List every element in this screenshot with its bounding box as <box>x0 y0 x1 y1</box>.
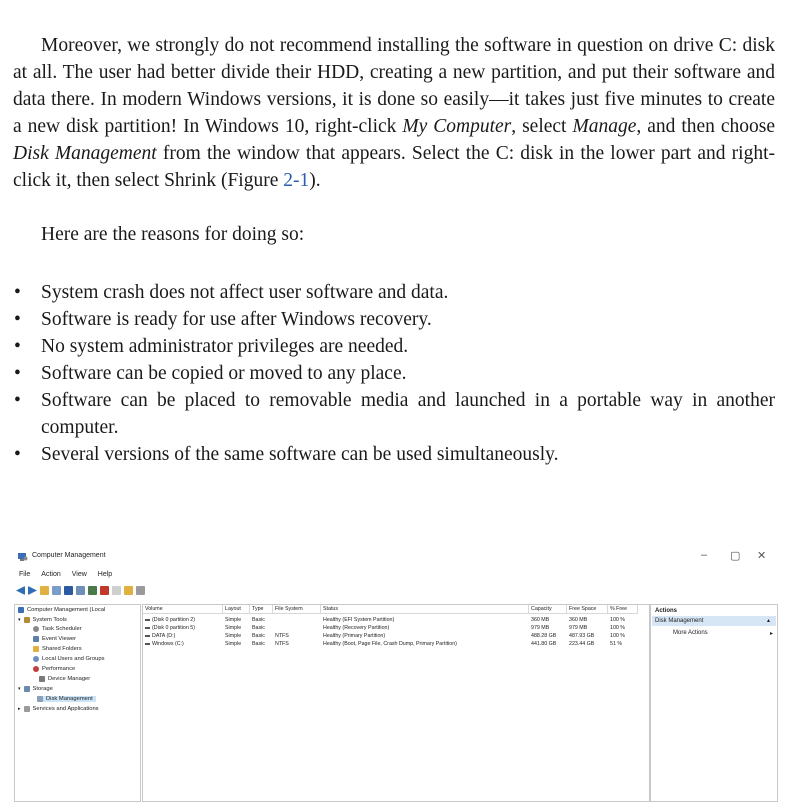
cell-capacity: 979 MB <box>531 625 550 631</box>
cell-layout: Simple <box>225 633 242 639</box>
storage-icon <box>24 686 30 692</box>
paragraph-partition-advice <box>13 32 775 194</box>
bullet-icon: • <box>14 390 21 411</box>
cell-volume-text: DATA (D:) <box>152 633 176 639</box>
menu-help[interactable]: Help <box>97 571 113 578</box>
cell-file-system <box>273 616 323 624</box>
cell-free-space: 487.93 GB <box>569 633 595 639</box>
p1-text-b: , select <box>511 116 573 137</box>
menu-view[interactable]: View <box>71 571 87 578</box>
computer-management-window <box>12 543 778 800</box>
volume-icon <box>145 643 150 645</box>
toolbar <box>16 586 145 598</box>
refresh-icon[interactable] <box>112 586 121 595</box>
reason-item <box>13 387 775 441</box>
menu-bar <box>12 571 116 583</box>
tree-task-scheduler-label: Task Scheduler <box>42 626 82 632</box>
reasons-list <box>13 279 775 468</box>
actions-disk-management[interactable] <box>652 616 776 626</box>
more-actions-label: More Actions <box>673 630 708 636</box>
tree-services[interactable] <box>18 706 99 712</box>
tree-event-viewer[interactable] <box>33 636 76 642</box>
cell-free-space: 360 MB <box>569 617 588 623</box>
p1-my-computer: My Computer <box>402 116 512 137</box>
reason-text: Several versions of the same software can be used simultaneously. <box>41 444 559 465</box>
cell-volume <box>143 640 225 648</box>
users-icon <box>33 656 39 662</box>
cell-percent-free: 51 % <box>610 641 623 647</box>
cell-type: Basic <box>252 625 265 631</box>
cell-volume <box>143 616 225 624</box>
navigation-tree <box>14 604 141 802</box>
performance-icon <box>33 666 39 672</box>
tree-disk-management[interactable] <box>37 696 96 702</box>
export-icon[interactable] <box>136 586 145 595</box>
p1-manage: Manage <box>572 116 637 137</box>
tree-root[interactable] <box>18 607 105 613</box>
p1-text-a: Moreover, we strongly do not recommend installing the software in question on drive C: disk at all. The user had better divide their HDD, creating a new partition, and put their software and data there. In modern Windows versions, it is done so easily—it takes just five minutes to create a new disk partition! In Windows 10, right-click <box>13 35 775 137</box>
reason-item <box>13 306 775 333</box>
reason-item <box>13 360 775 387</box>
reason-item <box>13 279 775 306</box>
open-icon[interactable] <box>124 586 133 595</box>
submenu-arrow-icon: ▸ <box>769 631 773 637</box>
cell-layout: Simple <box>225 617 242 623</box>
collapse-arrow-icon[interactable]: ▴ <box>766 618 770 624</box>
window-title: Computer Management <box>32 552 106 559</box>
expand-chevron-icon[interactable]: ▸ <box>18 706 21 712</box>
delete-icon[interactable] <box>100 586 109 595</box>
volume-list <box>142 604 650 802</box>
tree-device-manager[interactable] <box>39 676 90 682</box>
services-icon <box>24 706 30 712</box>
device-manager-icon <box>39 676 45 682</box>
computer-management-icon <box>18 552 28 562</box>
show-tree-icon[interactable] <box>52 586 61 595</box>
tree-shared-folders[interactable] <box>33 646 82 652</box>
tree-local-users[interactable] <box>33 656 105 662</box>
column-header-capacity[interactable]: Capacity <box>529 605 567 614</box>
cell-type: Basic <box>252 617 265 623</box>
cell-percent-free: 100 % <box>610 625 626 631</box>
reason-text: Software can be placed to removable media and launched in a portable way in another computer. <box>41 390 775 438</box>
cell-file-system: NTFS <box>275 633 289 639</box>
reason-text: System crash does not affect user software and data. <box>41 282 449 303</box>
clock-icon <box>33 626 39 632</box>
column-header-volume[interactable]: Volume <box>143 605 223 614</box>
help-icon[interactable] <box>64 586 73 595</box>
figure-reference-link[interactable]: 2-1 <box>283 170 310 191</box>
cell-status: Healthy (Boot, Page File, Crash Dump, Primary Partition) <box>323 641 457 647</box>
tree-local-users-label: Local Users and Groups <box>42 656 105 662</box>
column-header-status[interactable]: Status <box>321 605 529 614</box>
maximize-button[interactable]: ▢ <box>730 550 741 562</box>
p1-text-d: from the window that appears. Select the C: disk in the lower part and right-click it, then select Shrink (Figure <box>13 143 775 191</box>
more-actions-item[interactable] <box>673 630 773 636</box>
column-header-type[interactable]: Type <box>250 605 273 614</box>
cell-type: Basic <box>252 641 265 647</box>
cell-file-system <box>273 624 323 632</box>
cell-file-system: NTFS <box>275 641 289 647</box>
p1-text-e: ). <box>309 170 321 191</box>
bullet-icon: • <box>14 282 21 303</box>
actions-disk-management-label: Disk Management <box>655 618 704 624</box>
volume-icon <box>145 627 150 629</box>
tools-icon <box>24 617 30 623</box>
cell-layout: Simple <box>225 641 242 647</box>
actions-header: Actions <box>655 608 678 614</box>
tree-performance[interactable] <box>33 666 75 672</box>
tree-event-viewer-label: Event Viewer <box>42 636 77 642</box>
p1-disk-management: Disk Management <box>13 143 157 164</box>
cell-layout: Simple <box>225 625 242 631</box>
forward-icon[interactable] <box>28 586 37 595</box>
p1-text-c: , and then choose <box>636 116 776 137</box>
expand-chevron-icon[interactable]: ▾ <box>18 686 21 692</box>
cell-percent-free: 100 % <box>610 633 626 639</box>
cell-volume <box>143 624 225 632</box>
tree-storage-label: Storage <box>32 686 53 692</box>
tree-task-scheduler[interactable] <box>33 626 82 632</box>
cell-volume-text: (Disk 0 partition 2) <box>152 617 195 623</box>
volume-icon <box>145 619 150 621</box>
actions-pane <box>650 604 778 802</box>
volume-icon <box>145 635 150 637</box>
tree-system-tools-label: System Tools <box>32 617 67 623</box>
properties-icon[interactable] <box>76 586 85 595</box>
cell-capacity: 488.28 GB <box>531 633 557 639</box>
folder-up-icon[interactable] <box>40 586 49 595</box>
cell-status: Healthy (EFI System Partition) <box>323 617 395 623</box>
minimize-button[interactable]: – <box>701 549 708 561</box>
tree-device-manager-label: Device Manager <box>48 676 91 682</box>
menu-file[interactable]: File <box>19 571 31 578</box>
reason-item <box>13 333 775 360</box>
back-icon[interactable] <box>16 586 25 595</box>
column-header-file-system[interactable]: File System <box>273 605 321 614</box>
column-header-free-space[interactable]: Free Space <box>567 605 608 614</box>
bullet-icon: • <box>14 363 21 384</box>
menu-action[interactable]: Action <box>41 571 61 578</box>
column-header-layout[interactable]: Layout <box>223 605 250 614</box>
connect-icon[interactable] <box>88 586 97 595</box>
cell-percent-free: 100 % <box>610 617 626 623</box>
window-titlebar <box>12 543 778 569</box>
tree-storage[interactable] <box>18 686 53 692</box>
cell-free-space: 979 MB <box>569 625 588 631</box>
disk-icon <box>37 696 43 702</box>
cell-volume-text: Windows (C:) <box>152 641 184 647</box>
cell-capacity: 441.80 GB <box>531 641 557 647</box>
shared-folder-icon <box>33 646 39 652</box>
tree-system-tools[interactable] <box>18 617 67 623</box>
cell-type: Basic <box>252 633 265 639</box>
tree-disk-management-label: Disk Management <box>46 696 93 702</box>
reason-text: Software is ready for use after Windows recovery. <box>41 309 432 330</box>
cell-capacity: 360 MB <box>531 617 550 623</box>
cell-free-space: 223.44 GB <box>569 641 595 647</box>
event-viewer-icon <box>33 636 39 642</box>
cell-status: Healthy (Primary Partition) <box>323 633 386 639</box>
cell-volume <box>143 632 225 640</box>
bullet-icon: • <box>14 336 21 357</box>
paragraph-reasons-intro: Here are the reasons for doing so: <box>41 224 305 245</box>
computer-icon <box>18 607 24 613</box>
close-button[interactable]: ✕ <box>757 550 767 562</box>
tree-root-label: Computer Management (Local <box>27 607 106 613</box>
tree-services-label: Services and Applications <box>32 706 99 712</box>
reason-text: Software can be copied or moved to any place. <box>41 363 407 384</box>
reason-text: No system administrator privileges are needed. <box>41 336 409 357</box>
expand-chevron-icon[interactable]: ▾ <box>18 617 21 623</box>
tree-performance-label: Performance <box>42 666 76 672</box>
bullet-icon: • <box>14 444 21 465</box>
cell-volume-text: (Disk 0 partition 5) <box>152 625 195 631</box>
column-header-percent-free[interactable]: % Free <box>608 605 638 614</box>
bullet-icon: • <box>14 309 21 330</box>
tree-shared-folders-label: Shared Folders <box>42 646 82 652</box>
reason-item <box>13 441 775 468</box>
cell-status: Healthy (Recovery Partition) <box>323 625 390 631</box>
